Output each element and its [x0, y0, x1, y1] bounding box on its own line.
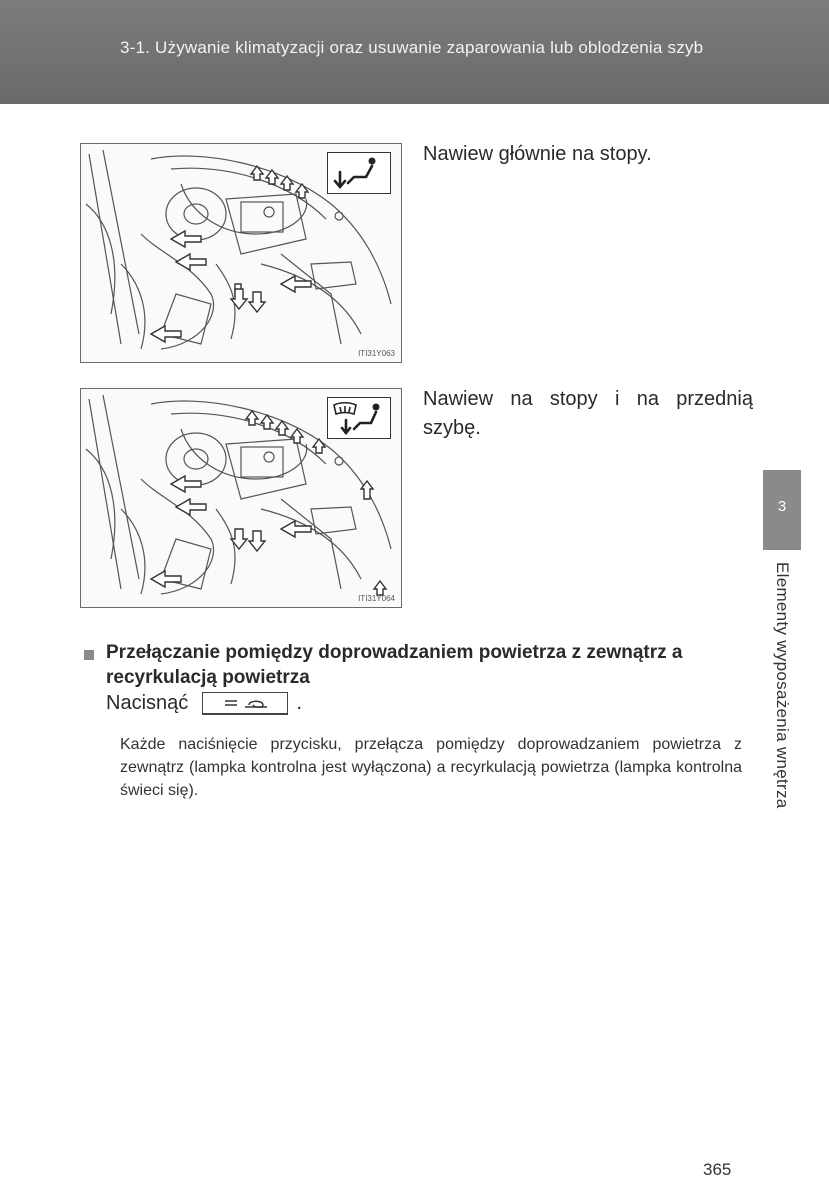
figure-feet-airflow: [80, 143, 402, 363]
figure-caption: Nawiew na stopy i na przednią szybę.: [423, 388, 753, 439]
feet-and-windshield-airflow-icon: [327, 397, 391, 439]
press-suffix: .: [296, 692, 302, 715]
figure-code: ITI31Y063: [358, 349, 395, 358]
press-instruction: [106, 692, 302, 715]
chapter-number: 3: [777, 498, 787, 515]
header-title: 3-1. Używanie klimatyzacji oraz usuwanie zaparowania lub oblodzenia szyb: [120, 38, 704, 57]
chapter-header: [0, 0, 829, 104]
recirculation-button-icon: [202, 692, 288, 715]
feet-airflow-icon: [327, 152, 391, 194]
section-body: Każde naciśnięcie przycisku, przełącza pomiędzy doprowadzaniem powietrza z zewnątrz (lampka kontrolna jest wyłączona) a recyrkulacją powietrza (lampka kontrolna świeci się).: [120, 736, 742, 799]
figure-code: ITI31Y064: [358, 594, 395, 603]
section-bullet: [84, 650, 94, 660]
section-heading: Przełączanie pomiędzy doprowadzaniem powietrza z zewnątrz a recyrkulacją powietrza: [106, 642, 683, 688]
figure-caption: Nawiew głównie na stopy.: [423, 143, 652, 165]
figure-feet-and-windshield-airflow: [80, 388, 402, 608]
page-number: 365: [703, 1160, 732, 1179]
chapter-label: Elementy wyposażenia wnętrza: [773, 562, 792, 809]
press-label: Nacisnąć: [106, 692, 189, 715]
chapter-tab: [763, 470, 801, 550]
